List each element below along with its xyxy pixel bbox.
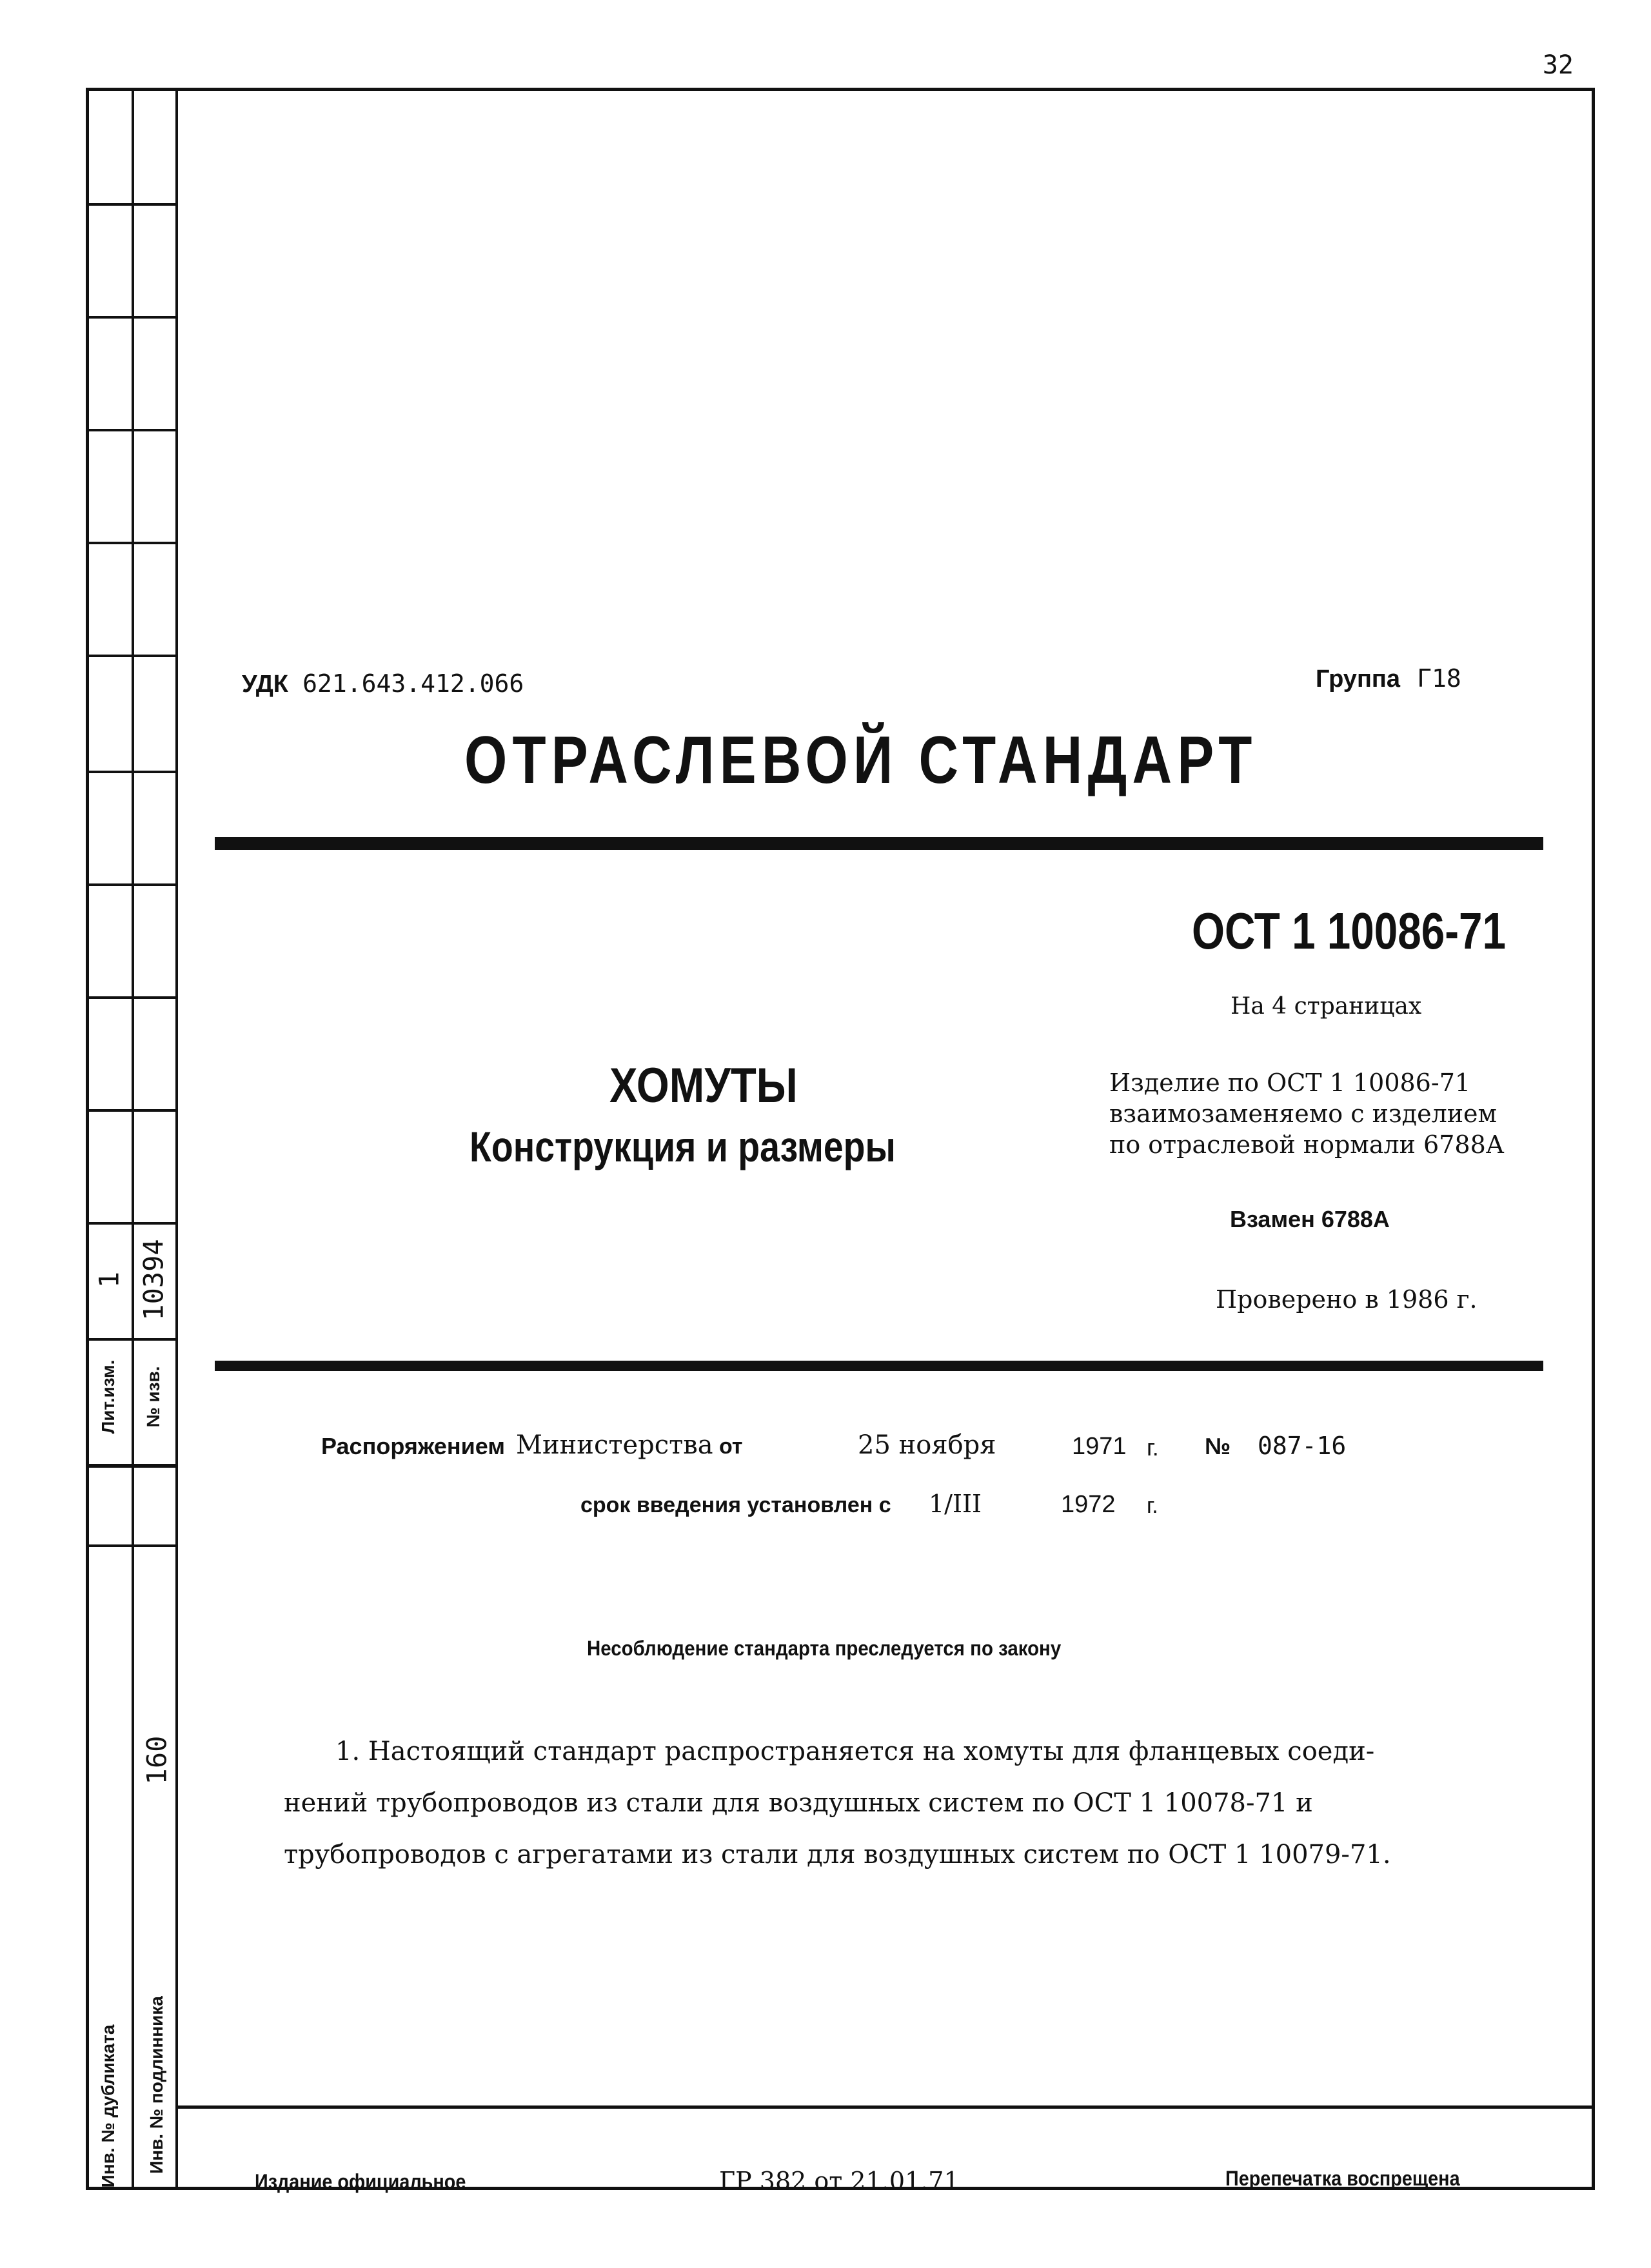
footer-edition: Издание официальное: [255, 2170, 466, 2193]
paragraph-line: 1. Настоящий стандарт распространяется на хомуты для фланцевых соеди-: [335, 1737, 1375, 1766]
checked-note: Проверено в 1986 г.: [1216, 1285, 1478, 1314]
group-line: [1316, 664, 1461, 693]
stamp-block-separator: [86, 1464, 178, 1468]
stamp-row-line: [86, 316, 178, 319]
interchange-note: [1109, 1067, 1505, 1160]
document-title: ОТРАСЛЕВОЙ СТАНДАРТ: [464, 723, 1258, 798]
stamp-row-line: [86, 996, 178, 999]
introduction-label: срок введения установлен с: [580, 1493, 891, 1517]
udk-label: УДК: [242, 671, 288, 698]
introduction-date: 1/III: [929, 1490, 982, 1518]
order-from: от: [719, 1434, 743, 1459]
interchange-line: по отраслевой нормали 6788А: [1109, 1130, 1505, 1159]
pages-note: На 4 страницах: [1231, 993, 1422, 1020]
interchange-line: взаимозаменяемо с изделием: [1109, 1099, 1498, 1128]
order-date: 25 ноября: [858, 1430, 996, 1460]
paragraph-1: [284, 1726, 1391, 1880]
paragraph-line: нений трубопроводов из стали для воздушных систем по ОСТ 1 10078-71 и: [284, 1788, 1313, 1818]
standard-code: ОСТ 1 10086-71: [1192, 902, 1507, 960]
title-rule: [215, 837, 1543, 850]
stamp-lit-value: 1: [93, 1271, 125, 1288]
law-note: Несоблюдение стандарта преследуется по закону: [587, 1637, 1062, 1660]
stamp-column-divider: [175, 88, 178, 2187]
group-label: Группа: [1316, 666, 1400, 693]
stamp-row-line: [86, 429, 178, 431]
stamp-original-label: Инв. № подлинника: [146, 1996, 166, 2174]
order-number-label: №: [1205, 1433, 1231, 1459]
stamp-row-line: [86, 203, 178, 206]
stamp-doc-value: 10394: [137, 1239, 170, 1321]
stamp-column-divider: [132, 88, 134, 2187]
udk-value: 621.643.412.066: [302, 669, 524, 698]
page-number: 32: [1542, 50, 1574, 80]
udk-line: [242, 669, 524, 698]
replaces-note: Взамен 6788А: [1230, 1206, 1390, 1232]
footer-reprint: Перепечатка воспрещена: [1225, 2167, 1460, 2190]
product-title: ХОМУТЫ: [609, 1058, 798, 1113]
stamp-doc-label: № изв.: [143, 1366, 163, 1428]
stamp-original-value: 160: [141, 1735, 173, 1785]
order-label: Распоряжением: [321, 1433, 505, 1459]
product-subtitle: Конструкция и размеры: [470, 1123, 896, 1170]
footer-registration: ГР 382 от 21.01.71: [719, 2167, 960, 2195]
stamp-row-line: [86, 542, 178, 544]
stamp-lit-label: Лит.изм.: [98, 1359, 118, 1434]
stamp-row-line: [86, 883, 178, 886]
order-number: 087-16: [1258, 1432, 1347, 1460]
introduction-year-suffix: г.: [1147, 1494, 1158, 1518]
group-value: Г18: [1417, 664, 1461, 693]
stamp-duplicate-label: Инв. № дубликата: [98, 2024, 118, 2188]
introduction-year: 1972: [1061, 1491, 1116, 1518]
order-year: 1971: [1072, 1433, 1127, 1460]
stamp-row-line: [86, 771, 178, 773]
stamp-row-line: [86, 655, 178, 657]
order-rule: [215, 1361, 1543, 1371]
stamp-row-line: [86, 1109, 178, 1112]
order-ministry: Министерства: [516, 1430, 713, 1460]
interchange-line: Изделие по ОСТ 1 10086-71: [1109, 1069, 1471, 1097]
footer-rule: [175, 2105, 1592, 2109]
stamp-row-line: [86, 1544, 178, 1547]
order-year-suffix: г.: [1147, 1434, 1159, 1461]
paragraph-line: трубопроводов с агрегатами из стали для воздушных систем по ОСТ 1 10079-71.: [284, 1840, 1391, 1869]
